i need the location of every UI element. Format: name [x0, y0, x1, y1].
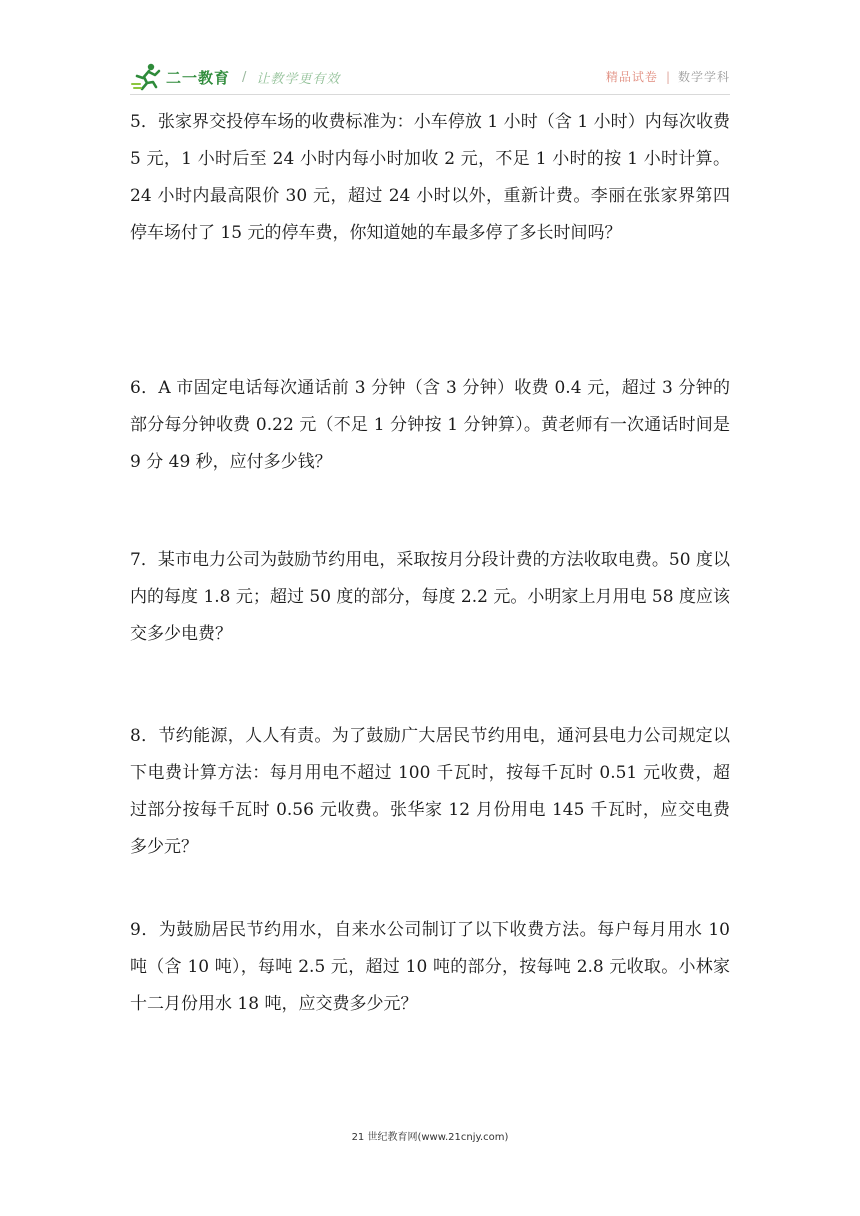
question-8: 8．节约能源，人人有责。为了鼓励广大居民节约用电，通河县电力公司规定以下电费计算方法：每月用电不超过 100 千瓦时，按每千瓦时 0.51 元收费，超过部分按每千瓦时 0.56 元收费。张华家 12 月份用电 145 千瓦时，应交电费多少元？: [130, 726, 730, 857]
tag-separator: |: [665, 69, 670, 84]
tag-subject: 数学学科: [677, 70, 730, 84]
logo-text: 二一教育: [166, 68, 231, 87]
header-tags: [606, 68, 730, 85]
question-9: 9．为鼓励居民节约用水，自来水公司制订了以下收费方法。每户每月用水 10 吨（含 10 吨），每吨 2.5 元，超过 10 吨的部分，按每吨 2.8 元收取。小林家十二月份用水 18 吨，应交费多少元？: [130, 920, 730, 1014]
tag-quality: 精品试卷: [605, 70, 658, 84]
header-divider: [130, 94, 730, 95]
question-7: 7．某市电力公司为鼓励节约用电，采取按月分段计费的方法收取电费。50 度以内的每度 1.8 元；超过 50 度的部分，每度 2.2 元。小明家上月用电 58 度应该交多少电费？: [130, 550, 730, 644]
question-5: 5．张家界交投停车场的收费标准为：小车停放 1 小时（含 1 小时）内每次收费 5 元，1 小时后至 24 小时内每小时加收 2 元，不足 1 小时的按 1 小时计算。24 小时内最高限价 30 元，超过 24 小时以外，重新计费。李丽在张家界第四停车场付了 15 元的停车费，你知道她的车最多停了多长时间吗？: [130, 112, 730, 243]
page-header: [130, 62, 730, 96]
page-footer: 21 世纪教育网(www.21cnjy.com): [351, 1132, 509, 1143]
question-6: 6．A 市固定电话每次通话前 3 分钟（含 3 分钟）收费 0.4 元，超过 3 分钟的部分每分钟收费 0.22 元（不足 1 分钟按 1 分钟算）。黄老师有一次通话时间是 9 分 49 秒，应付多少钱？: [130, 378, 730, 472]
logo: [130, 62, 340, 92]
slogan: 让教学更有效: [256, 71, 341, 87]
running-figure-icon: [130, 62, 162, 92]
slogan-separator: /: [242, 69, 247, 85]
